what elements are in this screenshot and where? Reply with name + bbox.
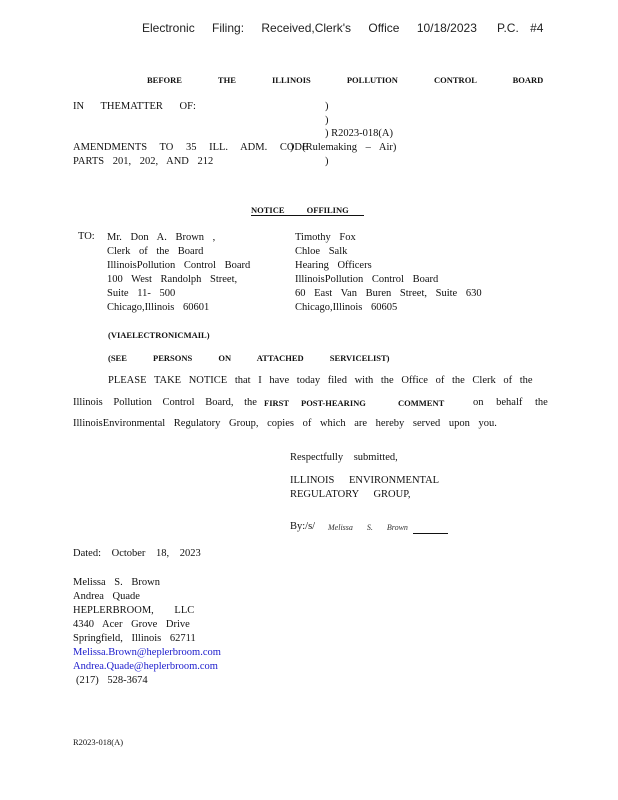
board-title: BEFORE THE ILLINOIS POLLUTION CONTROL BOARD — [147, 75, 544, 85]
address-line: Chicago,Illinois 60605 — [295, 302, 398, 313]
notice-title: NOTICE OFFILING — [251, 205, 364, 216]
address-line: Chloe Salk — [295, 246, 348, 257]
phone-number: (217) 528-3674 — [76, 675, 148, 686]
notice-body-line: Illinois Pollution Control Board, the — [73, 397, 257, 408]
address-line: IllinoisPollution Control Board — [107, 260, 251, 271]
address-line: Suite 11- 500 — [107, 288, 176, 299]
firm-city: Springfield, Illinois 62711 — [73, 633, 196, 644]
caption-paren: ) — [325, 115, 329, 126]
counsel-name: Melissa S. Brown — [73, 577, 160, 588]
signature-line — [413, 533, 448, 534]
org-name: REGULATORY GROUP, — [290, 489, 411, 500]
address-line: IllinoisPollution Control Board — [295, 274, 439, 285]
page-number-label: P.C. #4 — [497, 21, 544, 35]
counsel-name: Andrea Quade — [73, 591, 140, 602]
date-line: Dated: October 18, 2023 — [73, 548, 201, 559]
firm-name: HEPLERBROOM, LLC — [73, 605, 195, 616]
to-label: TO: — [78, 231, 95, 242]
address-line: 100 West Randolph Street, — [107, 274, 238, 285]
email-link[interactable]: Melissa.Brown@heplerbroom.com — [73, 647, 221, 658]
address-line: Timothy Fox — [295, 232, 356, 243]
footer-docket: R2023-018(A) — [73, 737, 124, 747]
parts-list: PARTS 201, 202, AND 212 — [73, 156, 214, 167]
in-the-matter-label: IN THEMATTER OF: — [73, 101, 196, 112]
service-method: (VIAELECTRONICMAIL) — [108, 330, 210, 340]
document-title: FIRST POST-HEARING — [264, 398, 366, 408]
address-line: Mr. Don A. Brown , — [107, 232, 216, 243]
notice-body-line: PLEASE TAKE NOTICE that I have today filed with the Office of the Clerk of the — [108, 375, 533, 386]
rulemaking-type: ) (Rulemaking – Air) — [290, 142, 397, 153]
amendments-title: AMENDMENTS TO 35 ILL. ADM. CODE — [73, 142, 309, 153]
notice-body-line: IllinoisEnvironmental Regulatory Group, copies of which are hereby served upon you. — [73, 418, 497, 429]
caption-paren: ) — [325, 156, 329, 167]
org-name: ILLINOIS ENVIRONMENTAL — [290, 475, 440, 486]
firm-street: 4340 Acer Grove Drive — [73, 619, 190, 630]
counsel-block — [73, 576, 221, 688]
address-line: Chicago,Illinois 60601 — [107, 302, 210, 313]
address-line: 60 East Van Buren Street, Suite 630 — [295, 288, 482, 299]
address-line: Hearing Officers — [295, 260, 372, 271]
e-signature: Melissa S. Brown — [328, 523, 408, 532]
recipient-clerk — [107, 231, 250, 315]
recipient-hearing-officers — [295, 231, 482, 315]
email-link[interactable]: Andrea.Quade@heplerbroom.com — [73, 661, 218, 672]
caption-paren: ) — [325, 101, 329, 112]
closing-respectfully: Respectfully submitted, — [290, 452, 398, 463]
address-line: Clerk of the Board — [107, 246, 204, 257]
document-title: COMMENT — [398, 398, 445, 408]
signature-by-label: By:/s/ — [290, 521, 316, 532]
notice-body-line: on behalf the — [473, 397, 548, 408]
filing-header: Electronic Filing: Received,Clerk's Office 10/18/2023 — [142, 21, 477, 35]
service-list-note: (SEE PERSONS ON ATTACHED SERVICELIST) — [108, 353, 390, 363]
docket-number: ) R2023-018(A) — [325, 128, 393, 139]
